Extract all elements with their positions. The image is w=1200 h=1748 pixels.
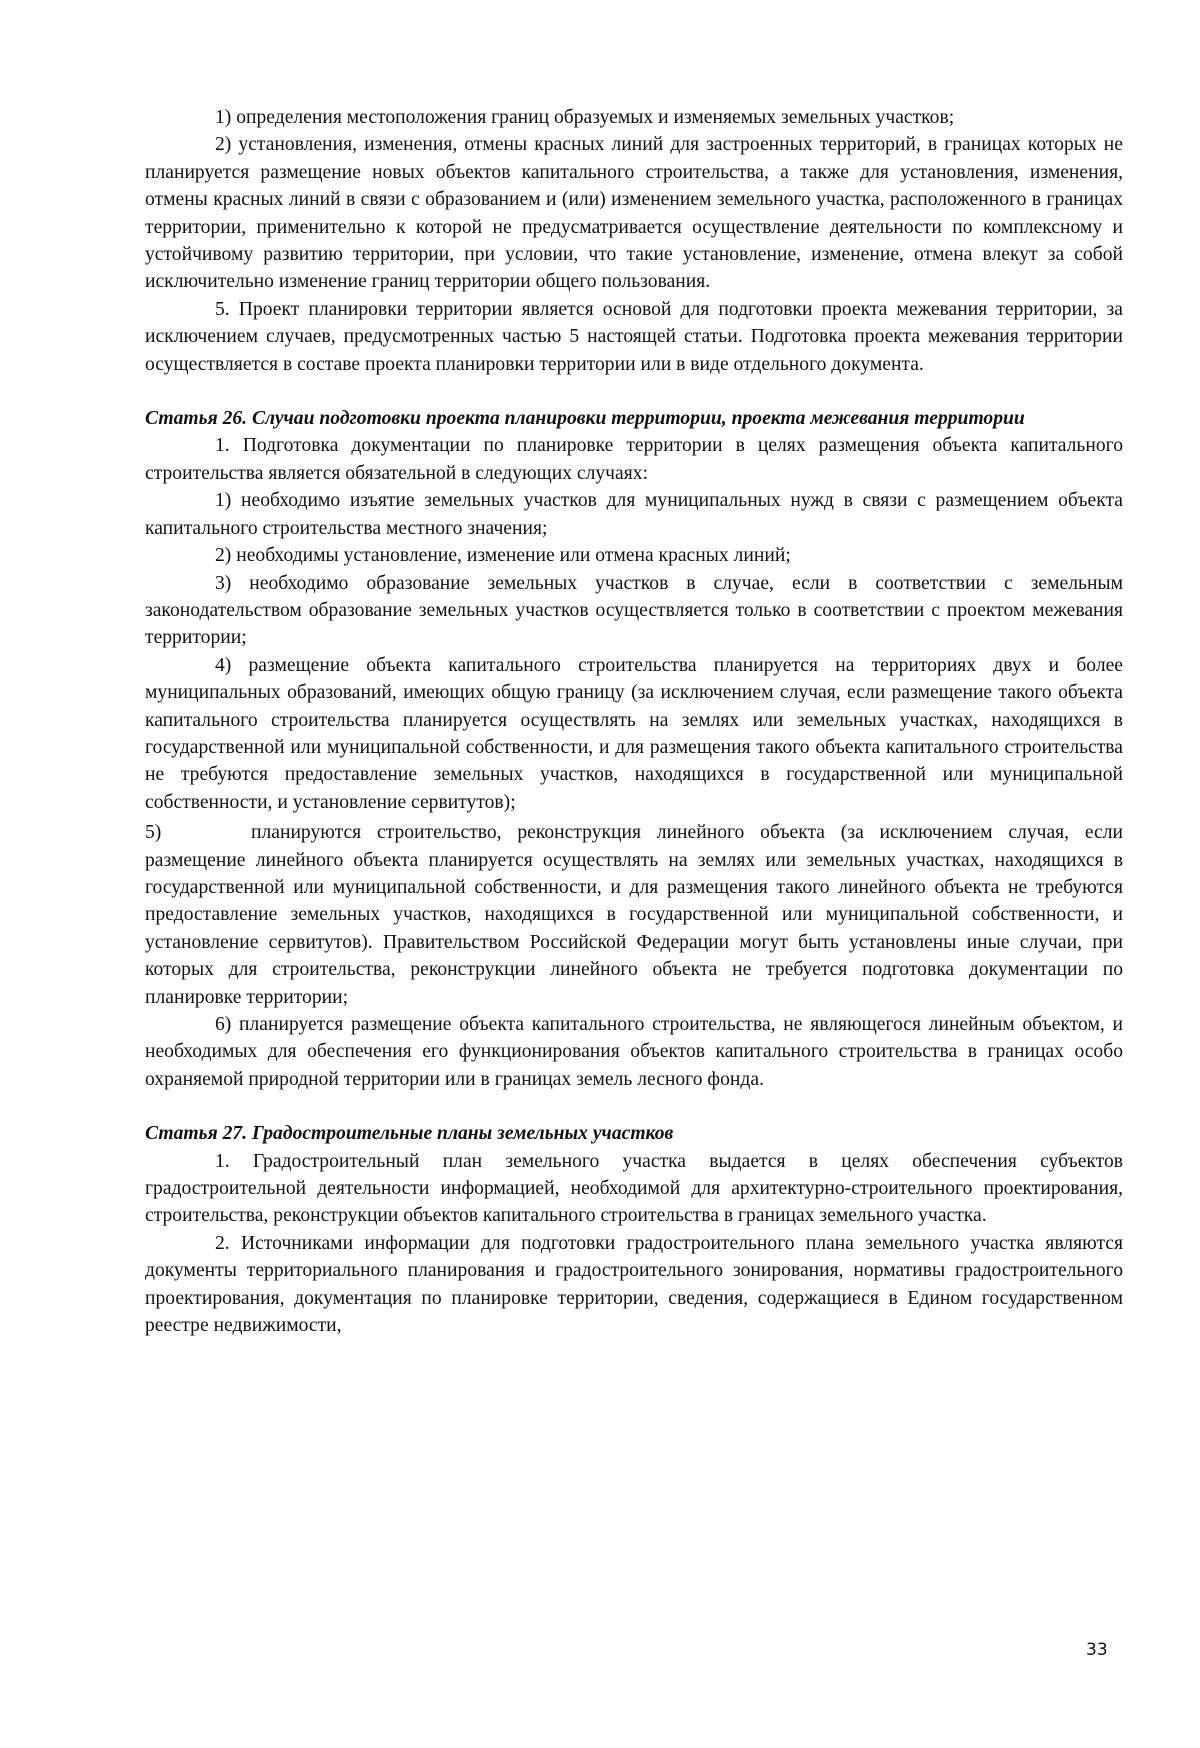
list-item: 1) необходимо изъятие земельных участков для муниципальных нужд в связи с размещением объекта капитального строительства местного значения; bbox=[145, 490, 1123, 539]
list-item: 6) планируется размещение объекта капитального строительства, не являющегося линейным объектом, и необходимых для обеспечения его функционирования объектов капитального строительства в границах особо охраняемой природной территории или в границах земель лесного фонда. bbox=[145, 1014, 1123, 1090]
list-item: 4) размещение объекта капитального строительства планируется на территориях двух и более муниципальных образований, имеющих общую границу (за исключением случая, если размещение такого объекта капитального строительства планируется осуществлять на землях или земельных участках, находящихся в государственной или муниципальной собственности, и для размещения такого объекта капитального строительства не требуются предоставление земельных участков, находящихся в государственной или муниципальной собственности, и установление сервитутов); bbox=[145, 654, 1123, 813]
paragraph: 5. Проект планировки территории является основой для подготовки проекта межевания территории, за исключением случаев, предусмотренных частью 5 настоящей статьи. Подготовка проекта межевания территории осуществляется в составе проекта планировки территории или в виде отдельного документа. bbox=[145, 298, 1123, 375]
page-number: 33 bbox=[1086, 1640, 1108, 1660]
paragraph: 2) установления, изменения, отмены красных линий для застроенных территорий, в границах которых не планируется размещение новых объектов капитального строительства, а также для установления, изменения, отмены красных линий в связи с образованием и (или) изменением земельного участка, расположенного в границах территории, применительно к которой не предусматривается осуществление деятельности по комплексному и устойчивому развитию территории, при условии, что такие установление, изменение, отмена влекут за собой исключительно изменение границ территории общего пользования. bbox=[145, 134, 1123, 293]
paragraph: 2. Источниками информации для подготовки градостроительного плана земельного участка являются документы территориального планирования и градостроительного зонирования, нормативы градостроительного проектирования, документация по планировке территории, сведения, содержащиеся в Едином государственном реестре недвижимости, bbox=[145, 1232, 1123, 1337]
article-27-heading: Статья 27. Градостроительные планы земельных участков bbox=[145, 1123, 674, 1145]
list-item-number: 5) bbox=[145, 822, 162, 844]
list-item-text: планируются строительство, реконструкция линейного объекта (за исключением случая, если размещение линейного объекта планируется осуществлять на землях или земельных участках, находящихся в государственной или муниципальной собственности, и для размещения такого линейного объекта не требуются предоставление земельных участков, находящихся в государственной или муниципальной собственности, и установление сервитутов). Правительством Российской Федерации могут быть установлены иные случаи, при которых для строительства, реконструкции линейного объекта не требуется подготовка документации по планировке территории; bbox=[145, 822, 1123, 1008]
paragraph: 1) определения местоположения границ образуемых и изменяемых земельных участков; bbox=[215, 107, 955, 128]
list-item: 3) необходимо образование земельных участков в случае, если в соответствии с земельным законодательством образование земельных участков осуществляется только в соответствии с проектом межевания территории; bbox=[145, 572, 1123, 649]
list-item-5 bbox=[145, 819, 1123, 1011]
document-page bbox=[145, 104, 1123, 1339]
article-26-heading: Статья 26. Случаи подготовки проекта планировки территории, проекта межевания территории bbox=[145, 408, 1025, 430]
paragraph: 1. Градостроительный план земельного участка выдается в целях обеспечения субъектов градостроительной деятельности информацией, необходимой для архитектурно-строительного проектирования, строительства, реконструкции объектов капитального строительства в границах земельного участка. bbox=[145, 1150, 1123, 1227]
paragraph: 1. Подготовка документации по планировке территории в целях размещения объекта капитального строительства является обязательной в следующих случаях: bbox=[145, 435, 1123, 484]
list-item: 2) необходимы установление, изменение или отмена красных линий; bbox=[215, 545, 791, 567]
